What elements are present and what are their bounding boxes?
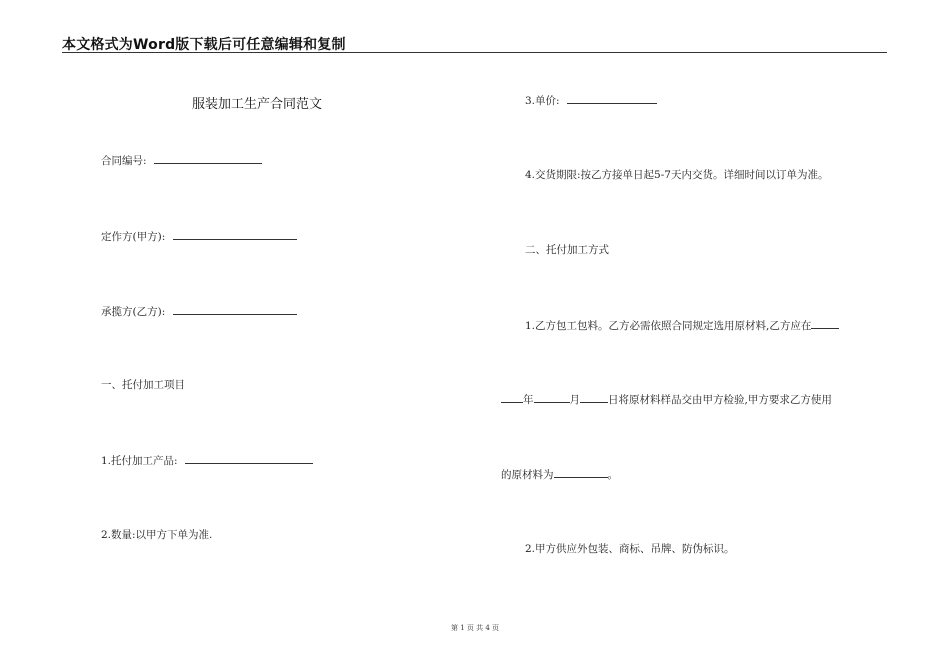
contract-number-line <box>101 153 262 168</box>
contract-number-label: 合同编号: <box>101 155 147 167</box>
item1-blank <box>185 453 313 464</box>
party-b-label: 承揽方(乙方): <box>101 306 166 318</box>
item3-label: 3.单价: <box>525 95 560 107</box>
para1-line3 <box>501 467 618 482</box>
party-b-blank <box>173 304 297 315</box>
para1-line1-text: 1.乙方包工包料。乙方必需依照合同规定选用原材料,乙方应在 <box>525 320 812 332</box>
section1-heading: 一、托付加工项目 <box>101 379 185 391</box>
item1-line <box>101 453 313 468</box>
party-a-line <box>101 229 297 244</box>
party-a-blank <box>173 229 297 240</box>
para1-year-blank <box>501 392 523 403</box>
para1-line1 <box>525 318 839 333</box>
para2-line: 2.甲方供应外包装、商标、吊牌、防伪标识。 <box>525 543 735 555</box>
header-title: 本文格式为Word版下载后可任意编辑和复制 <box>62 37 346 53</box>
party-b-line <box>101 304 297 319</box>
party-a-label: 定作方(甲方): <box>101 231 166 243</box>
document-title: 服装加工生产合同范文 <box>192 97 323 112</box>
page-footer: 第 1 页 共 4 页 <box>450 624 500 632</box>
item3-blank <box>567 93 657 104</box>
para1-year-label: 年 <box>523 394 534 406</box>
para1-line2 <box>501 392 832 407</box>
para1-day-blank <box>580 392 608 403</box>
section2-heading: 二、托付加工方式 <box>525 244 609 256</box>
para1-month-label: 月 <box>569 394 580 406</box>
para1-date-blank <box>811 318 839 329</box>
item2-line: 2.数量:以甲方下单为准. <box>101 529 213 541</box>
para1-material-blank <box>554 467 608 478</box>
para1-line2-text: 日将原材料样品交由甲方检验,甲方要求乙方使用 <box>608 394 832 406</box>
item1-label: 1.托付加工产品: <box>101 455 178 467</box>
item4-line: 4.交货期限:按乙方接单日起5-7天内交货。详细时间以订单为准。 <box>525 169 829 181</box>
item3-line <box>525 93 657 108</box>
header-divider <box>62 52 887 53</box>
para1-line3-end: 。 <box>607 469 618 481</box>
para1-line3-text: 的原材料为 <box>501 469 554 481</box>
contract-number-blank <box>154 153 262 164</box>
para1-month-blank <box>534 392 570 403</box>
